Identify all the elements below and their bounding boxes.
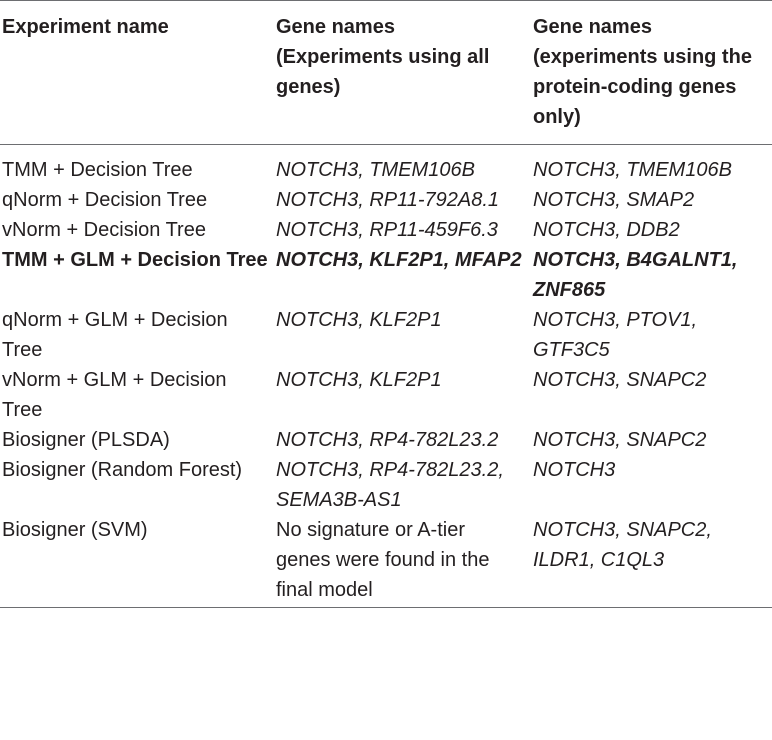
experiment-cell: Biosigner (PLSDA) xyxy=(2,429,170,451)
experiment-cell: Biosigner (Random Forest) xyxy=(2,459,243,481)
header-all-genes: Gene names (Experiments using all genes) xyxy=(276,16,490,98)
experiment-cell: vNorm + Decision Tree xyxy=(2,219,206,241)
protein-coding-cell: NOTCH3 xyxy=(533,459,616,481)
protein-coding-cell: NOTCH3, SNAPC2, ILDR1, C1QL3 xyxy=(533,519,712,571)
table-row xyxy=(0,185,772,215)
all-genes-cell: NOTCH3, RP4-782L23.2, SEMA3B-AS1 xyxy=(276,459,504,511)
header-experiment-name: Experiment name xyxy=(2,16,169,38)
table-header xyxy=(0,1,772,145)
table-body xyxy=(0,145,772,608)
table-row-highlighted xyxy=(0,245,772,305)
table-row xyxy=(0,455,772,515)
all-genes-cell: NOTCH3, KLF2P1 xyxy=(276,369,442,391)
experiment-cell: qNorm + GLM + Decision Tree xyxy=(2,309,228,361)
header-row xyxy=(0,1,772,145)
protein-coding-cell: NOTCH3, DDB2 xyxy=(533,219,680,241)
protein-coding-cell: NOTCH3, SNAPC2 xyxy=(533,429,707,451)
all-genes-cell: NOTCH3, KLF2P1, MFAP2 xyxy=(276,249,522,271)
protein-coding-cell: NOTCH3, SMAP2 xyxy=(533,189,695,211)
experiment-cell: Biosigner (SVM) xyxy=(2,519,148,541)
all-genes-cell: NOTCH3, KLF2P1 xyxy=(276,309,442,331)
table-row xyxy=(0,305,772,365)
all-genes-cell: NOTCH3, RP11-792A8.1 xyxy=(276,189,500,211)
table-row xyxy=(0,515,772,608)
experiment-cell: TMM + Decision Tree xyxy=(2,159,193,181)
table-row xyxy=(0,425,772,455)
table-row xyxy=(0,145,772,186)
experiment-cell: qNorm + Decision Tree xyxy=(2,189,208,211)
all-genes-cell: No signature or A-tier genes were found in the final model xyxy=(276,519,490,601)
all-genes-cell: NOTCH3, RP11-459F6.3 xyxy=(276,219,498,241)
experiment-cell: TMM + GLM + Decision Tree xyxy=(2,249,268,271)
table-row xyxy=(0,215,772,245)
protein-coding-cell: NOTCH3, TMEM106B xyxy=(533,159,732,181)
all-genes-cell: NOTCH3, RP4-782L23.2 xyxy=(276,429,499,451)
protein-coding-cell: NOTCH3, B4GALNT1, ZNF865 xyxy=(533,249,738,301)
header-protein-coding-genes: Gene names (experiments using the protein-coding genes only) xyxy=(533,16,752,128)
protein-coding-cell: NOTCH3, PTOV1, GTF3C5 xyxy=(533,309,698,361)
experiment-cell: vNorm + GLM + Decision Tree xyxy=(2,369,227,421)
table-row xyxy=(0,365,772,425)
all-genes-cell: NOTCH3, TMEM106B xyxy=(276,159,475,181)
protein-coding-cell: NOTCH3, SNAPC2 xyxy=(533,369,707,391)
